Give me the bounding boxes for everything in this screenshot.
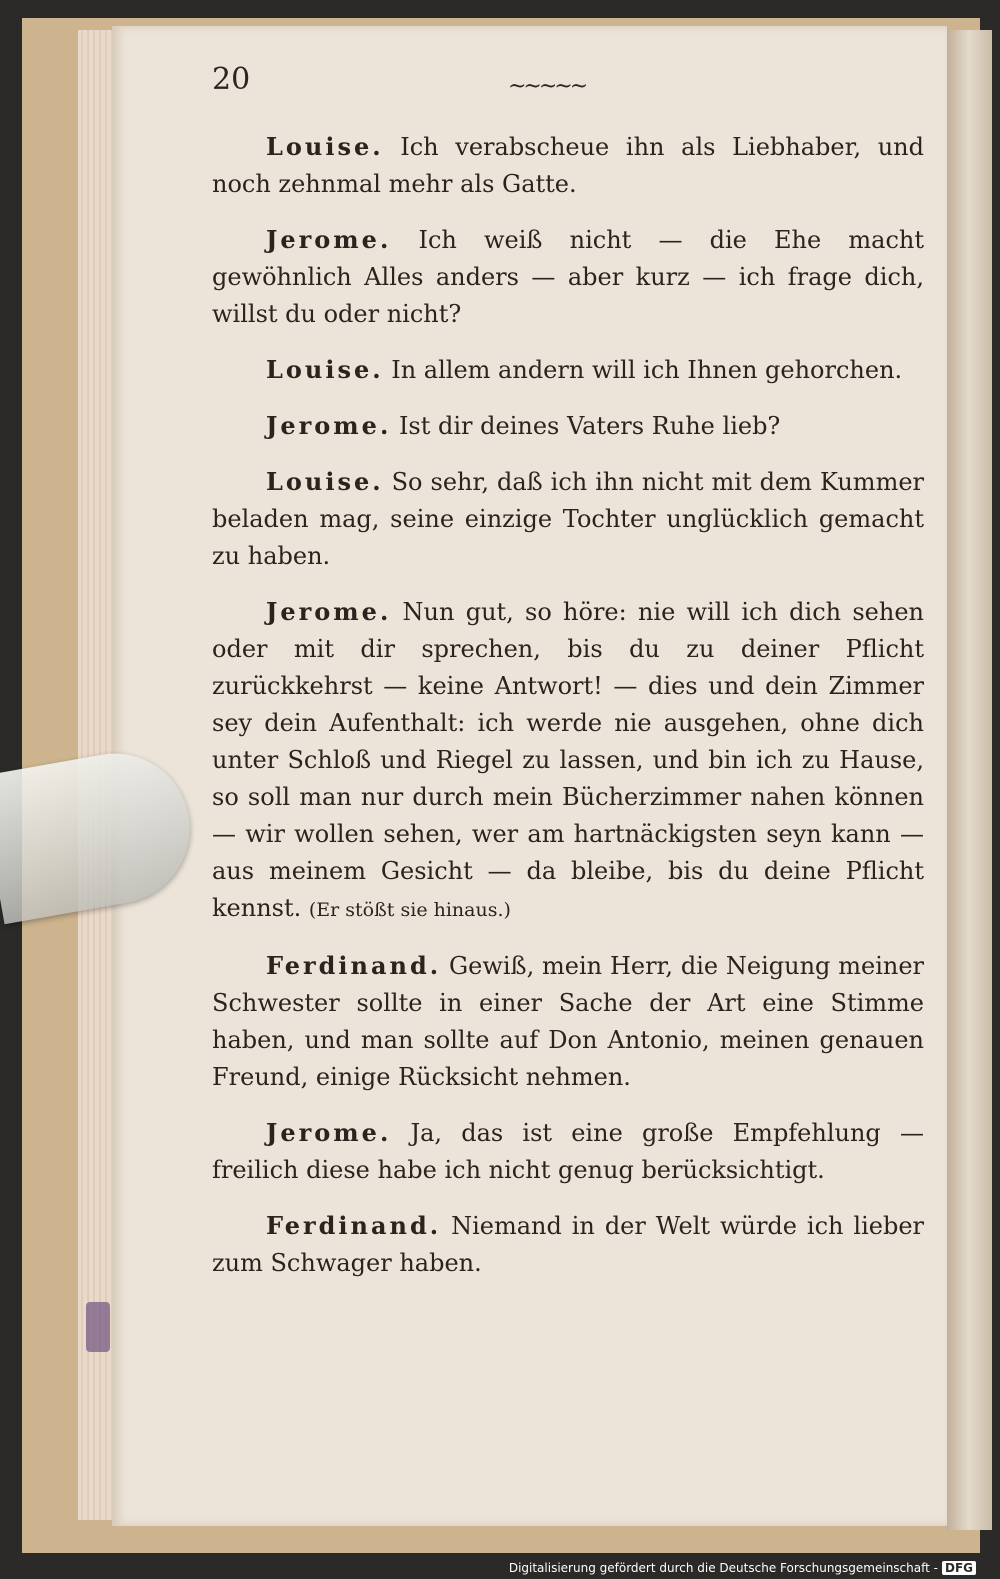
page-number: 20 — [212, 62, 251, 97]
library-stamp-fragment — [86, 1302, 110, 1352]
speech-text: Niemand in der Welt würde ich lieber zum Schwager haben. — [212, 1212, 924, 1277]
paragraph — [212, 351, 924, 389]
paragraph — [212, 593, 924, 929]
speech-text: Ich verabscheue ihn als Liebhaber, und noch zehnmal mehr als Gatte. — [212, 133, 924, 198]
speaker-name: Louise. — [266, 355, 384, 384]
speaker-name: Louise. — [266, 132, 384, 161]
paragraph — [212, 1114, 924, 1189]
paragraph — [212, 947, 924, 1096]
digitization-credit — [509, 1561, 976, 1575]
speaker-name: Ferdinand. — [266, 1211, 442, 1240]
speech-text: Ist dir deines Vaters Ruhe lieb? — [398, 412, 781, 440]
book-spine — [946, 30, 992, 1530]
speech-text: Ich weiß nicht — die Ehe macht gewöhnlich Alles anders — aber kurz — ich frage dich, willst du oder nicht? — [212, 226, 924, 328]
speech-text: So sehr, daß ich ihn nicht mit dem Kummer beladen mag, seine einzige Tochter unglücklich gemacht zu haben. — [212, 468, 924, 570]
speaker-name: Louise. — [266, 467, 384, 496]
paragraph — [212, 463, 924, 575]
speaker-name: Jerome. — [266, 597, 392, 626]
paragraph — [212, 1207, 924, 1282]
speech-text: Ja, das ist eine große Empfehlung — freilich diese habe ich nicht genug berücksichtigt. — [212, 1119, 924, 1184]
speaker-name: Jerome. — [266, 225, 392, 254]
stage-direction: (Er stößt sie hinaus.) — [308, 899, 511, 921]
speaker-name: Jerome. — [266, 1118, 392, 1147]
speech-text: Nun gut, so höre: nie will ich dich sehen oder mit dir sprechen, bis du zu deiner Pflicht zurückkehrst — keine Antwort! — dies und dein Zimmer sey dein Aufenthalt: ich werde nie ausgehen, ohne dich unter Schloß und Riegel zu lassen, und bin ich zu Hause, so soll man nur durch mein Bücherzimmer nahen können — wir wollen sehen, wer am hartnäckigsten seyn kann — aus meinem Gesicht — da bleibe, bis du deine Pflicht kennst. — [212, 598, 924, 922]
speaker-name: Jerome. — [266, 411, 392, 440]
credit-text: Digitalisierung gefördert durch die Deutsche Forschungsgemeinschaft - — [508, 1561, 938, 1575]
paragraph — [212, 128, 924, 203]
dialogue-text — [212, 128, 924, 1300]
dfg-logo: DFG — [942, 1561, 976, 1575]
paragraph — [212, 407, 924, 445]
paragraph — [212, 221, 924, 333]
speech-text: Gewiß, mein Herr, die Neigung meiner Schwester sollte in einer Sache der Art eine Stimme haben, und man sollte auf Don Antonio, meinen genauen Freund, einige Rücksicht nehmen. — [212, 952, 924, 1091]
header-ornament: ~~~~~ — [508, 74, 586, 99]
speaker-name: Ferdinand. — [266, 951, 442, 980]
speech-text: In allem andern will ich Ihnen gehorchen. — [391, 356, 903, 384]
